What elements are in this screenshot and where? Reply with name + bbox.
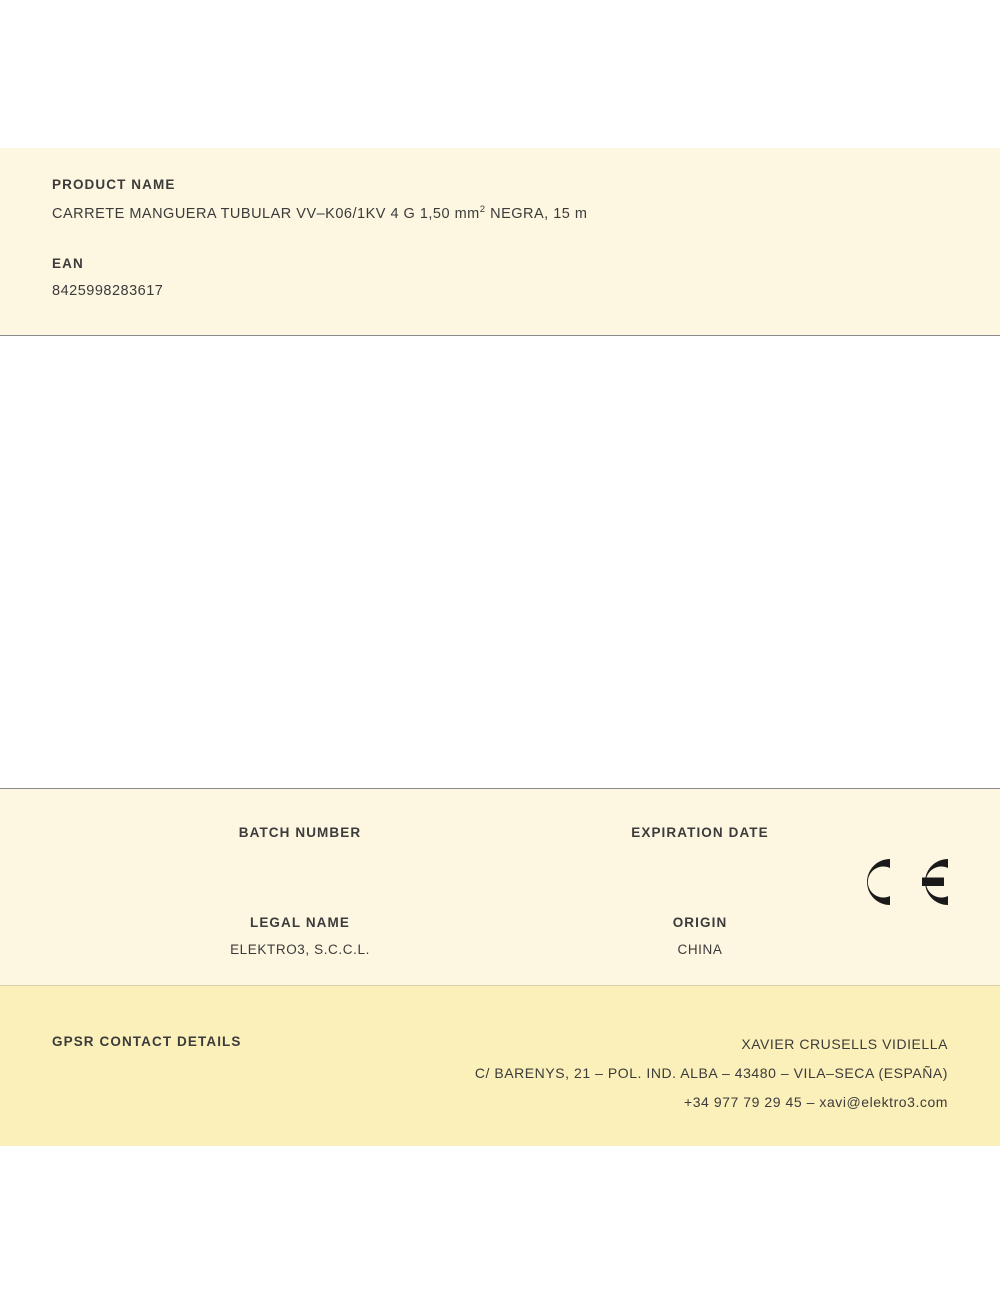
origin-label: ORIGIN [672,915,728,930]
manufacturing-details-section [0,788,1000,986]
expiration-date-cell [550,825,850,852]
legal-name-cell [150,915,450,957]
gpsr-contact-phone-email: +34 977 79 29 45 – xavi@elektro3.com [684,1094,948,1110]
page-footer-blank [0,1146,1000,1300]
gpsr-contact-address: C/ BARENYS, 21 – POL. IND. ALBA – 43480 – VILA–SECA (ESPAÑA) [474,1065,948,1081]
product-name-value [52,204,948,222]
product-name-label: PRODUCT NAME [52,177,176,192]
legal-name-label: LEGAL NAME [249,915,350,930]
expiration-date-label: EXPIRATION DATE [631,825,769,840]
gpsr-contact-section [0,986,1000,1146]
blank-content-area [0,336,1000,788]
origin-value: CHINA [677,942,723,957]
product-name-text: CARRETE MANGUERA TUBULAR VV–K06/1KV 4 G 1,50 mm [52,205,480,222]
ce-marking-icon [856,853,952,909]
gpsr-contact-name: XAVIER CRUSELLS VIDIELLA [741,1036,948,1052]
batch-number-label: BATCH NUMBER [238,825,362,840]
origin-cell [550,915,850,957]
gpsr-contact-lines [475,1030,948,1117]
product-name-text-suffix: NEGRA, 15 m [485,205,588,222]
product-name-superscript: 2 [479,204,486,215]
gpsr-contact-label: GPSR CONTACT DETAILS [52,1034,242,1049]
batch-number-cell [150,825,450,852]
legal-name-value: ELEKTRO3, S.C.C.L. [230,942,370,957]
product-details-section [0,148,1000,336]
ean-label: EAN [52,255,84,271]
ean-value: 8425998283617 [52,282,164,299]
spacer [52,222,948,256]
